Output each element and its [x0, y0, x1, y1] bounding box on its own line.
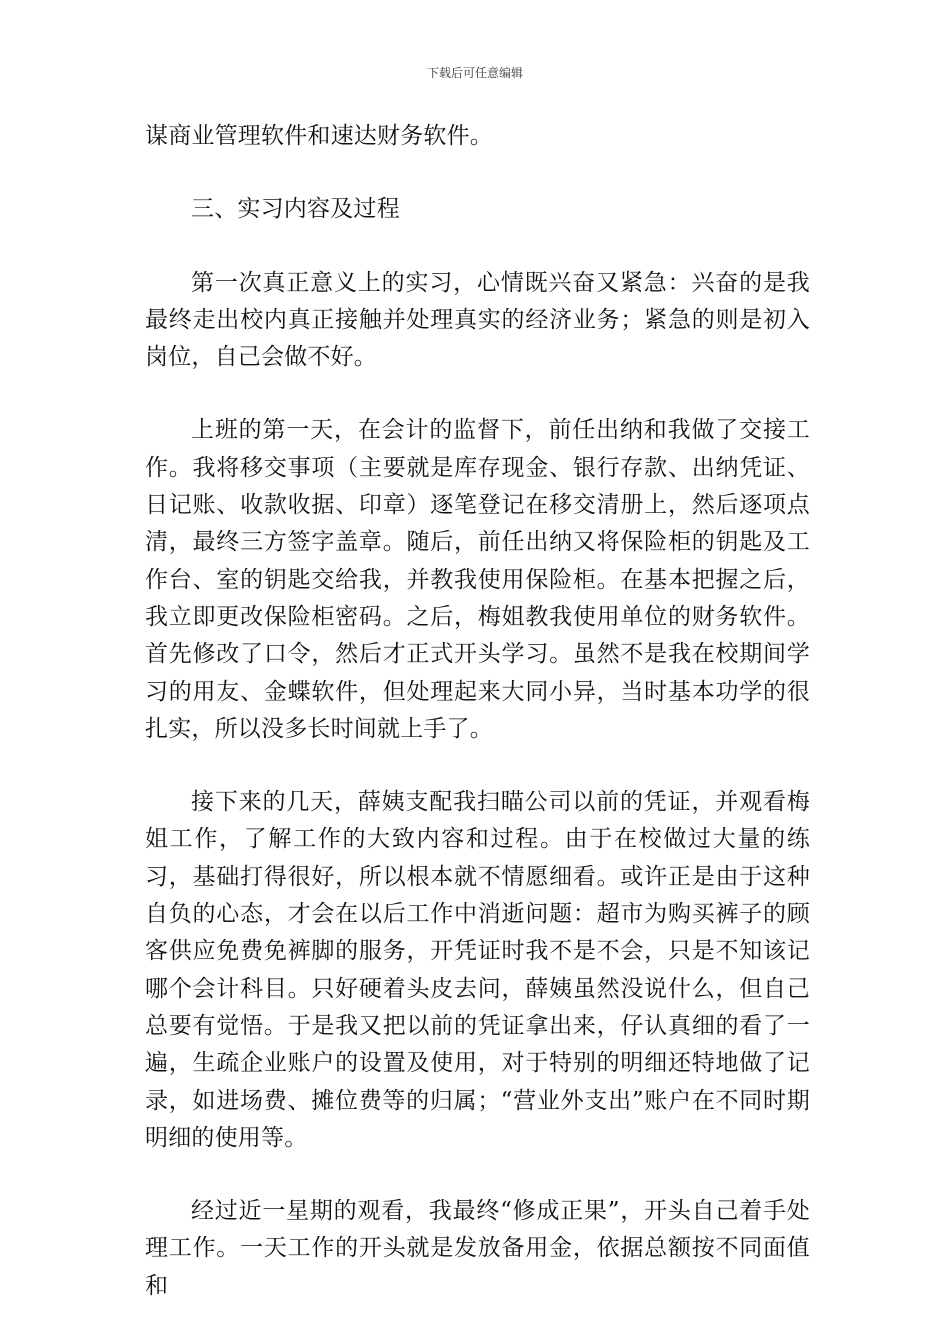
- paragraph-continuation: 谋商业管理软件和速达财务软件。: [145, 123, 493, 149]
- paragraph-first-internship: 第一次真正意义上的实习，心情既兴奋又紧急：兴奋的是我最终走出校内真正接触并处理真实的经济业务；紧急的则是初入岗位，自己会做不好。: [145, 269, 810, 371]
- paragraph-after-one-week: 经过近一星期的观看，我最终“修成正果”，开头自己着手处理工作。一天工作的开头就是发放备用金，依据总额按不同面值和: [145, 1198, 810, 1299]
- page-header: 下载后可任意编辑: [426, 66, 523, 80]
- paragraph-first-day: 上班的第一天，在会计的监督下，前任出纳和我做了交接工作。我将移交事项（主要就是库存现金、银行存款、出纳凭证、日记账、收款收据、印章）逐笔登记在移交清册上，然后逐项点清，最终三方签字盖章。随后，前任出纳又将保险柜的钥匙及工作台、室的钥匙交给我，并教我使用保险柜。在基本把握之后，我立即更改保险柜密码。之后，梅姐教我使用单位的财务软件。首先修改了口令，然后才正式开头学习。虽然不是我在校期间学习的用友、金蝶软件，但处理起来大同小异，当时基本功学的很扎实，所以没多长时间就上手了。: [145, 417, 810, 742]
- paragraph-following-days: 接下来的几天，薛姨支配我扫瞄公司以前的凭证，并观看梅姐工作，了解工作的大致内容和过程。由于在校做过大量的练习，基础打得很好，所以根本就不情愿细看。或许正是由于这种自负的心态，才会在以后工作中消逝问题：超市为购买裤子的顾客供应免费免裤脚的服务，开凭证时我不是不会，只是不知该记哪个会计科目。只好硬着头皮去问，薛姨虽然没说什么，但自己总要有觉悟。于是我又把以前的凭证拿出来，仔认真细的看了一遍，生疏企业账户的设置及使用，对于特别的明细还特地做了记录，如进场费、摊位费等的归属；“营业外支出”账户在不同时期明细的使用等。: [145, 789, 810, 1151]
- section-heading: 三、实习内容及过程: [191, 196, 400, 223]
- document-body: [145, 118, 810, 1341]
